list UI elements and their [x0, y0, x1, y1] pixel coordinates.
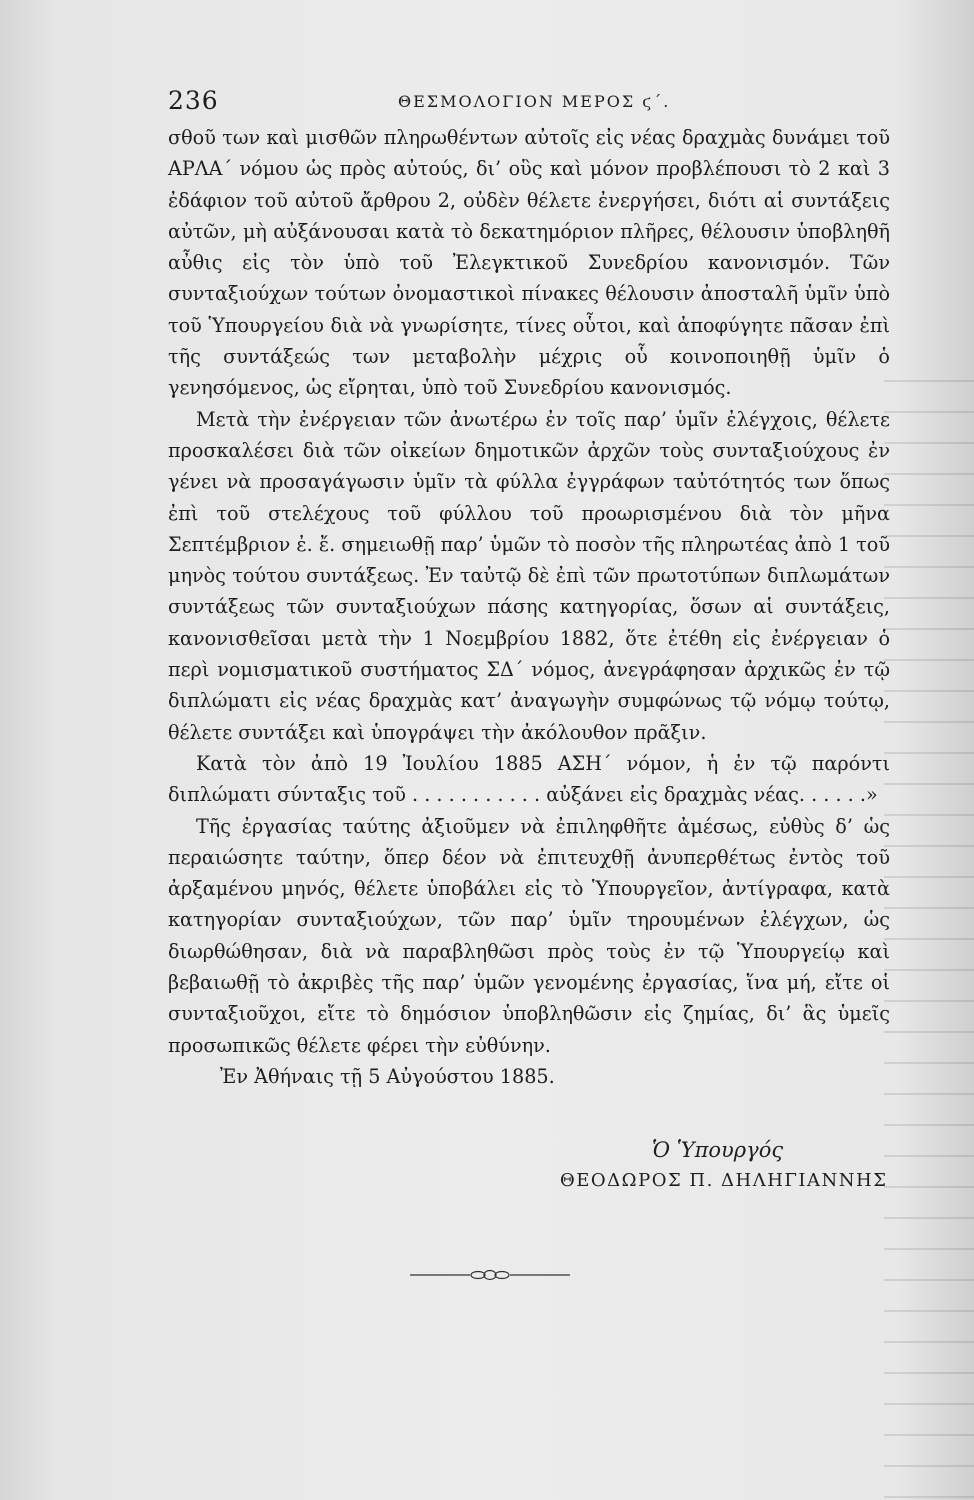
date-line: Ἐν Ἀθήναις τῇ 5 Αὐγούστου 1885.: [220, 1064, 555, 1088]
ornament-divider-icon: [410, 1268, 570, 1282]
paragraph: Μετὰ τὴν ἐνέργειαν τῶν ἀνωτέρω ἐν τοῖς παρ’ ὑμῖν ἐλέγχοις, θέλετε προσκαλέσει διὰ τῶν οἰκείων δημοτικῶν ἀρχῶν τοὺς συνταξιούχους ἐν γένει νὰ προσαγάγωσιν ὑμῖν τὰ φύλλα ἐγγράφων ταὐτότητός των ὅπως ἐπὶ τοῦ στελέχους τοῦ φύλλου τοῦ προωρισμένου διὰ τὸν μῆνα Σεπτέμβριον ἐ. ἔ. σημειωθῇ παρ’ ὑμῶν τὸ ποσὸν τῆς πληρωτέας ἀπὸ 1 τοῦ μηνὸς τούτου συντάξεως. Ἐν ταὐτῷ δὲ ἐπὶ τῶν πρωτοτύπων διπλωμάτων συντάξεως τῶν συνταξιούχων πάσης κατηγορίας, ὅσων αἱ συντάξεις, κανονισθεῖσαι μετὰ τὴν 1 Νοεμβρίου 1882, ὅτε ἐτέθη εἰς ἐνέργειαν ὁ περὶ νομισματικοῦ συστήματος ΣΔ΄ νόμος, ἀνεγράφησαν ἀρχικῶς ἐν τῷ διπλώματι εἰς νέας δραχμὰς κατ’ ἀναγωγὴν συμφώνως τῷ νόμῳ τούτῳ, θέλετε συντάξει καὶ ὑπογράψει τὴν ἀκόλουθον πρᾶξιν.: [168, 407, 890, 744]
paragraph-continuation: σθοῦ των καὶ μισθῶν πληρωθέντων αὐτοῖς εἰς νέας δραχμὰς δυνάμει τοῦ ΑΡΛΑ΄ νόμου ὡς πρὸς αὐτούς, δι’ οὓς καὶ μόνον προβλέπουσι τὸ 2 καὶ 3 ἐδάφιον τοῦ αὐτοῦ ἄρθρου 2, οὐδὲν θέλετε ἐνεργήσει, διότι αἱ συντάξεις αὐτῶν, μὴ αὐξάνουσαι κατὰ τὸ δεκατημόριον πλῆρες, θέλουσιν ὑποβληθῆ αὖθις εἰς τὸν ὑπὸ τοῦ Ἐλεγκτικοῦ Συνεδρίου κανονισμόν. Τῶν συνταξιούχων τούτων ὀνομαστικοὶ πίνακες θέλουσιν ἀποσταλῆ ὑμῖν ὑπὸ τοῦ Ὑπουργείου διὰ νὰ γνωρίσητε, τίνες οὗτοι, καὶ ἀποφύγητε πᾶσαν ἐπὶ τῆς συντάξεώς των μεταβολὴν μέχρις οὗ κοινοποιηθῇ ὑμῖν ὁ γενησόμενος, ὡς εἴρηται, ὑπὸ τοῦ Συνεδρίου κανονισμός.: [168, 126, 890, 400]
body-text: [168, 122, 890, 1092]
running-head: ΘΕΣΜΟΛΟΓΙΟΝ ΜΕΡΟΣ ϛ΄.: [398, 92, 671, 111]
page-header: [168, 86, 884, 122]
signature-title: Ὁ Ὑπουργός: [652, 1138, 784, 1162]
signature-name: ΘΕΟΔΩΡΟΣ Π. ΔΗΛΗΓΙΑΝΝΗΣ: [560, 1170, 888, 1191]
paragraph: Τῆς ἐργασίας ταύτης ἀξιοῦμεν νὰ ἐπιληφθῆτε ἀμέσως, εὐθὺς δ’ ὡς περαιώσητε ταύτην, ὅπερ δέον νὰ ἐπιτευχθῇ ἀνυπερθέτως ἐντὸς τοῦ ἀρξαμένου μηνός, θέλετε ὑποβάλει εἰς τὸ Ὑπουργεῖον, ἀντίγραφα, κατὰ κατηγορίαν συνταξιούχων, τῶν παρ’ ὑμῖν τηρουμένων ἐλέγχων, ὡς διωρθώθησαν, διὰ νὰ παραβληθῶσι πρὸς τοὺς ἐν τῷ Ὑπουργείῳ καὶ βεβαιωθῇ τὸ ἀκριβὲς τῆς παρ’ ὑμῶν γενομένης ἐργασίας, ἵνα μή, εἴτε οἱ συνταξιοῦχοι, εἴτε τὸ δημόσιον ὑποβληθῶσιν εἰς ζημίας, δι’ ἃς ὑμεῖς προσωπικῶς θέλετε φέρει τὴν εὐθύνην.: [168, 814, 890, 1057]
paragraph: Κατὰ τὸν ἀπὸ 19 Ἰουλίου 1885 ΑΣΗ΄ νόμον, ἡ ἐν τῷ παρόντι διπλώματι σύνταξις τοῦ . . . . . . . . . . . αὐξάνει εἰς δραχμὰς νέας. . . . . .»: [168, 751, 890, 807]
page-number: 236: [168, 86, 219, 115]
show-through-text: [884, 380, 974, 1500]
